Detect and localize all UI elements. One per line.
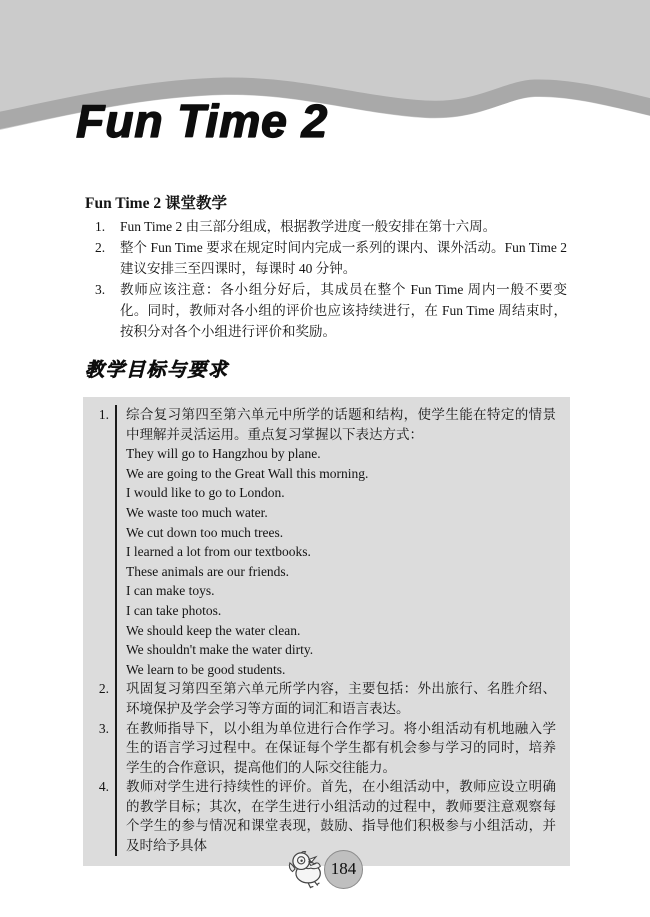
item-number: 3. <box>95 282 106 297</box>
item-number: 2. <box>98 681 109 697</box>
intro-heading-en: Fun Time 2 <box>85 195 162 212</box>
item-text: Fun Time 2 由三部分组成，根据教学进度一般安排在第十六周。 <box>120 219 497 234</box>
item-number: 1. <box>95 219 106 234</box>
item-number: 4. <box>98 779 109 795</box>
example-sentence: I learned a lot from our textbooks. <box>126 544 311 560</box>
list-item <box>85 216 567 237</box>
objectives-box <box>83 397 570 866</box>
objective-paragraph: 综合复习第四至第六单元中所学的话题和结构，使学生能在特定的情景中理解并灵活运用。重点复习掌握以下表达方式： <box>126 407 556 442</box>
example-sentence: I can make toys. <box>126 583 215 599</box>
item-number: 2. <box>95 240 106 255</box>
objective-item <box>83 719 570 778</box>
example-sentence: They will go to Hangzhou by plane. <box>126 446 321 462</box>
example-sentence: These animals are our friends. <box>126 563 290 579</box>
intro-heading <box>85 193 567 214</box>
item-text <box>115 405 570 679</box>
objectives-heading: 教学目标与要求 <box>85 360 229 381</box>
item-text: 巩固复习第四至第六单元所学内容，主要包括：外出旅行、名胜介绍、环境保护及学会学习等方面的词汇和语言表达。 <box>115 679 570 718</box>
example-sentence: We should keep the water clean. <box>126 622 301 638</box>
example-sentence: We shouldn't make the water dirty. <box>126 642 314 658</box>
example-sentence: We are going to the Great Wall this morning. <box>126 465 369 481</box>
example-sentence: We cut down too much trees. <box>126 524 284 540</box>
bird-icon <box>287 849 331 889</box>
classroom-teaching-section <box>85 193 567 342</box>
example-sentence: We waste too much water. <box>126 504 268 520</box>
header-wave-decoration <box>0 0 650 180</box>
item-text: 教师应该注意：各小组分好后，其成员在整个 Fun Time 周内一般不要变化。同时，教师对各小组的评价也应该持续进行，在 Fun Time 周结束时，按积分对各个小组进行评价和奖励。 <box>120 282 567 339</box>
item-text: 教师对学生进行持续性的评价。首先，在小组活动中，教师应设立明确的教学目标；其次，在学生进行小组活动的过程中，教师要注意观察每个学生的参与情况和课堂表现，鼓励、指导他们积极参与小组活动，并及时给予具体 <box>115 777 570 855</box>
list-item <box>85 279 567 342</box>
objective-item <box>83 777 570 855</box>
page-number: 184 <box>330 859 357 878</box>
page-title: Fun Time 2 <box>76 95 328 147</box>
example-sentence: I can take photos. <box>126 602 222 618</box>
intro-list <box>85 216 567 342</box>
intro-heading-zh: 课堂教学 <box>164 195 227 212</box>
page-footer <box>0 849 650 889</box>
objective-item <box>83 679 570 718</box>
item-number: 3. <box>98 720 109 736</box>
item-text: 在教师指导下，以小组为单位进行合作学习。将小组活动有机地融入学生的语言学习过程中。在保证每个学生都有机会参与学习的同时，培养学生的合作意识，提高他们的人际交往能力。 <box>115 719 570 778</box>
example-sentence: We learn to be good students. <box>126 661 286 677</box>
item-number: 1. <box>98 407 109 422</box>
example-sentence: I would like to go to London. <box>126 485 285 501</box>
page-header <box>0 0 650 180</box>
list-item <box>85 237 567 279</box>
objective-item <box>83 405 570 679</box>
item-text: 整个 Fun Time 要求在规定时间内完成一系列的课内、课外活动。Fun Time 2 建议安排三至四课时，每课时 40 分钟。 <box>120 240 567 276</box>
